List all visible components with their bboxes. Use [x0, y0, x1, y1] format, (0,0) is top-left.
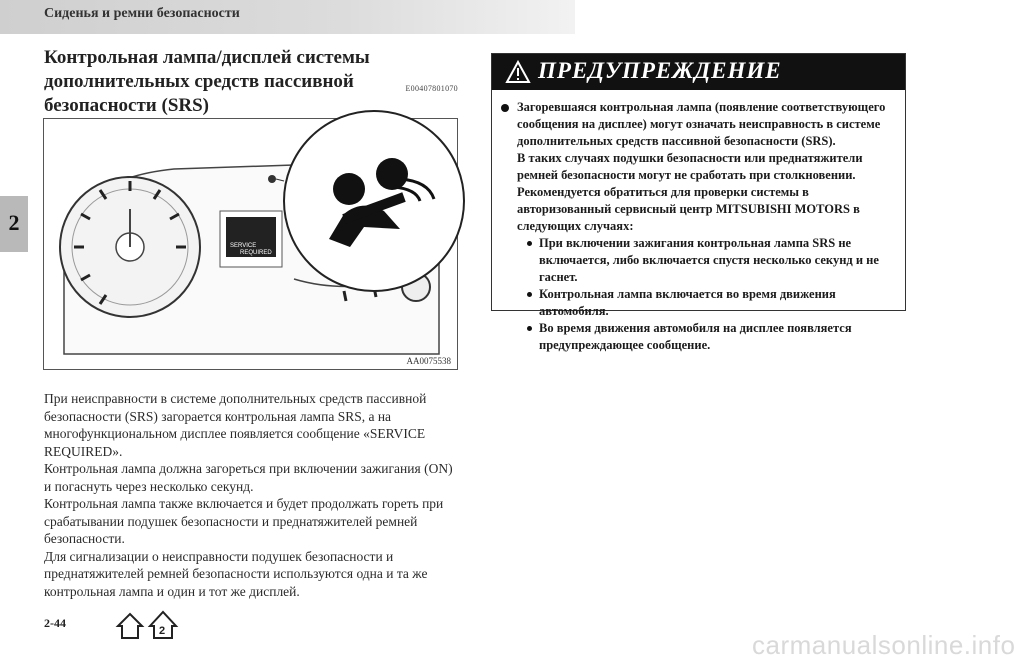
speedometer-gauge-icon — [60, 177, 200, 317]
display-required-text: REQUIRED — [240, 250, 272, 256]
chapter-number: 2 — [8, 210, 20, 235]
warning-paragraph: В таких случаях подушки безопасности или преднатяжители ремней безопасности могут не сработать при столкновении. — [517, 151, 863, 182]
body-text — [44, 390, 460, 600]
body-paragraph: Для сигнализации о неисправности подушек безопасности и преднатяжителей ремней безопасности используются одна и та же контрольная лампа и один и тот же дисплей. — [44, 548, 428, 599]
warning-header — [492, 54, 905, 90]
warning-triangle-icon — [506, 61, 530, 83]
warning-paragraph: Загоревшаяся контрольная лампа (появление соответствующего сообщения на дисплее) могут означать неисправность в системе дополнительных средств пассивной безопасности (SRS). — [517, 100, 886, 148]
header-title: Сиденья и ремни безопасности — [44, 6, 240, 21]
page-header — [0, 0, 575, 34]
display-service-text: SERVICE — [230, 243, 257, 249]
body-paragraph: При неисправности в системе дополнительных средств пассивной безопасности (SRS) загорается контрольная лампа SRS, а на многофункциональном дисплее появляется сообщение «SERVICE REQUIRED». — [44, 391, 427, 459]
warning-case: При включении зажигания контрольная лампа SRS не включается, либо включается спустя несколько секунд и не гаснет. — [517, 235, 899, 286]
warning-paragraph: Рекомендуется обратиться для проверки системы в авторизованный сервисный центр MITSUBISHI MOTORS в следующих случаях: — [517, 185, 860, 233]
section-code: E00407801070 — [405, 84, 458, 93]
instrument-cluster-figure — [43, 118, 458, 370]
home-icon[interactable] — [118, 614, 142, 638]
page-number: 2-44 — [44, 616, 66, 630]
bullet-icon — [501, 104, 509, 112]
warning-case-list — [517, 235, 899, 354]
section-title: Контрольная лампа/дисплей системы дополнительных средств пассивной безопасности (SRS) — [44, 47, 370, 116]
chapter-home-badge: 2 — [159, 625, 166, 637]
instrument-cluster-illustration — [44, 119, 457, 369]
figure-code: AA0075538 — [406, 356, 451, 366]
warning-item — [517, 99, 899, 354]
warning-box — [491, 53, 906, 352]
warning-title: ПРЕДУПРЕЖДЕНИЕ — [538, 58, 782, 83]
warning-case: Контрольная лампа включается во время движения автомобиля. — [517, 286, 899, 320]
footer-nav-icons — [116, 608, 180, 644]
warning-case: Во время движения автомобиля на дисплее появляется предупреждающее сообщение. — [517, 320, 899, 354]
body-paragraph: Контрольная лампа также включается и будет продолжать гореть при срабатывании подушек безопасности и преднатяжителей ремней безопасности. — [44, 496, 444, 546]
chapter-home-icon[interactable] — [150, 612, 176, 638]
body-paragraph: Контрольная лампа должна загореться при включении зажигания (ON) и погаснуть через несколько секунд. — [44, 461, 453, 494]
airbag-warning-icon — [284, 111, 464, 291]
watermark: carmanualsonline.info — [752, 630, 1015, 660]
